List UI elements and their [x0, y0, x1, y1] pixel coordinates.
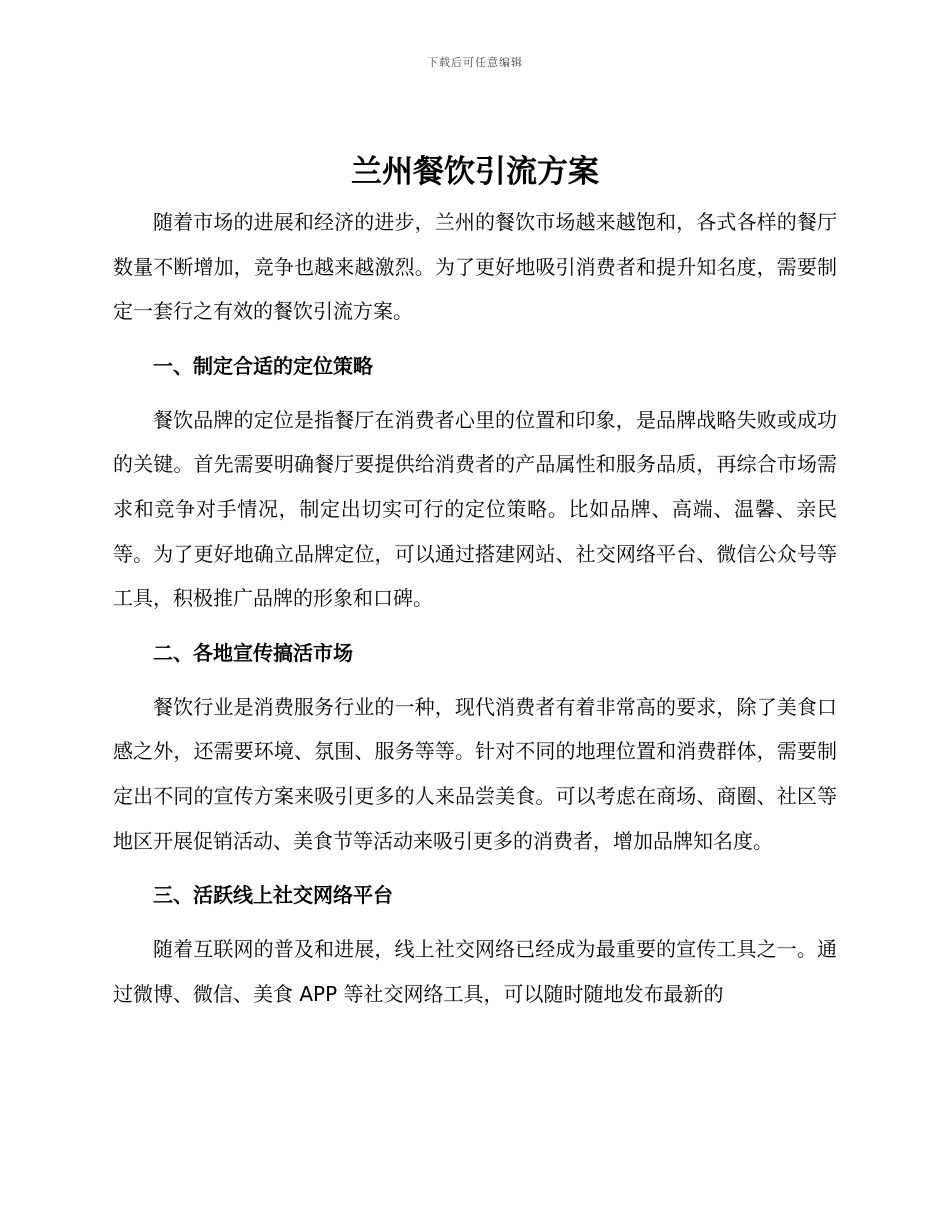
section-heading-3: 三、活跃线上社交网络平台 — [153, 883, 393, 908]
section-paragraph-3: 随着互联网的普及和进展，线上社交网络已经成为最重要的宣传工具之一。通过微博、微信、美食 APP 等社交网络工具，可以随时随地发布最新的 — [113, 937, 837, 1006]
intro-paragraph: 随着市场的进展和经济的进步，兰州的餐饮市场越来越饱和，各式各样的餐厅数量不断增加，竞争也越来越激烈。为了更好地吸引消费者和提升知名度，需要制定一套行之有效的餐饮引流方案。 — [113, 210, 837, 324]
section-heading-2: 二、各地宣传搞活市场 — [153, 640, 353, 665]
header-note: 下载后可任意编辑 — [427, 56, 523, 69]
section-paragraph-2: 餐饮行业是消费服务行业的一种，现代消费者有着非常高的要求，除了美食口感之外，还需要环境、氛围、服务等等。针对不同的地理位置和消费群体，需要制定出不同的宣传方案来吸引更多的人来品尝美食。可以考虑在商场、商圈、社区等地区开展促销活动、美食节等活动来吸引更多的消费者，增加品牌知名度。 — [113, 694, 837, 853]
section-paragraph-1: 餐饮品牌的定位是指餐厅在消费者心里的位置和印象，是品牌战略失败或成功的关键。首先需要明确餐厅要提供给消费者的产品属性和服务品质，再综合市场需求和竞争对手情况，制定出切实可行的定位策略。比如品牌、高端、温馨、亲民等。为了更好地确立品牌定位，可以通过搭建网站、社交网络平台、微信公众号等工具，积极推广品牌的形象和口碑。 — [113, 407, 837, 611]
document-title: 兰州餐饮引流方案 — [351, 154, 599, 190]
document-body — [113, 200, 837, 1016]
section-heading-1: 一、制定合适的定位策略 — [153, 353, 373, 378]
